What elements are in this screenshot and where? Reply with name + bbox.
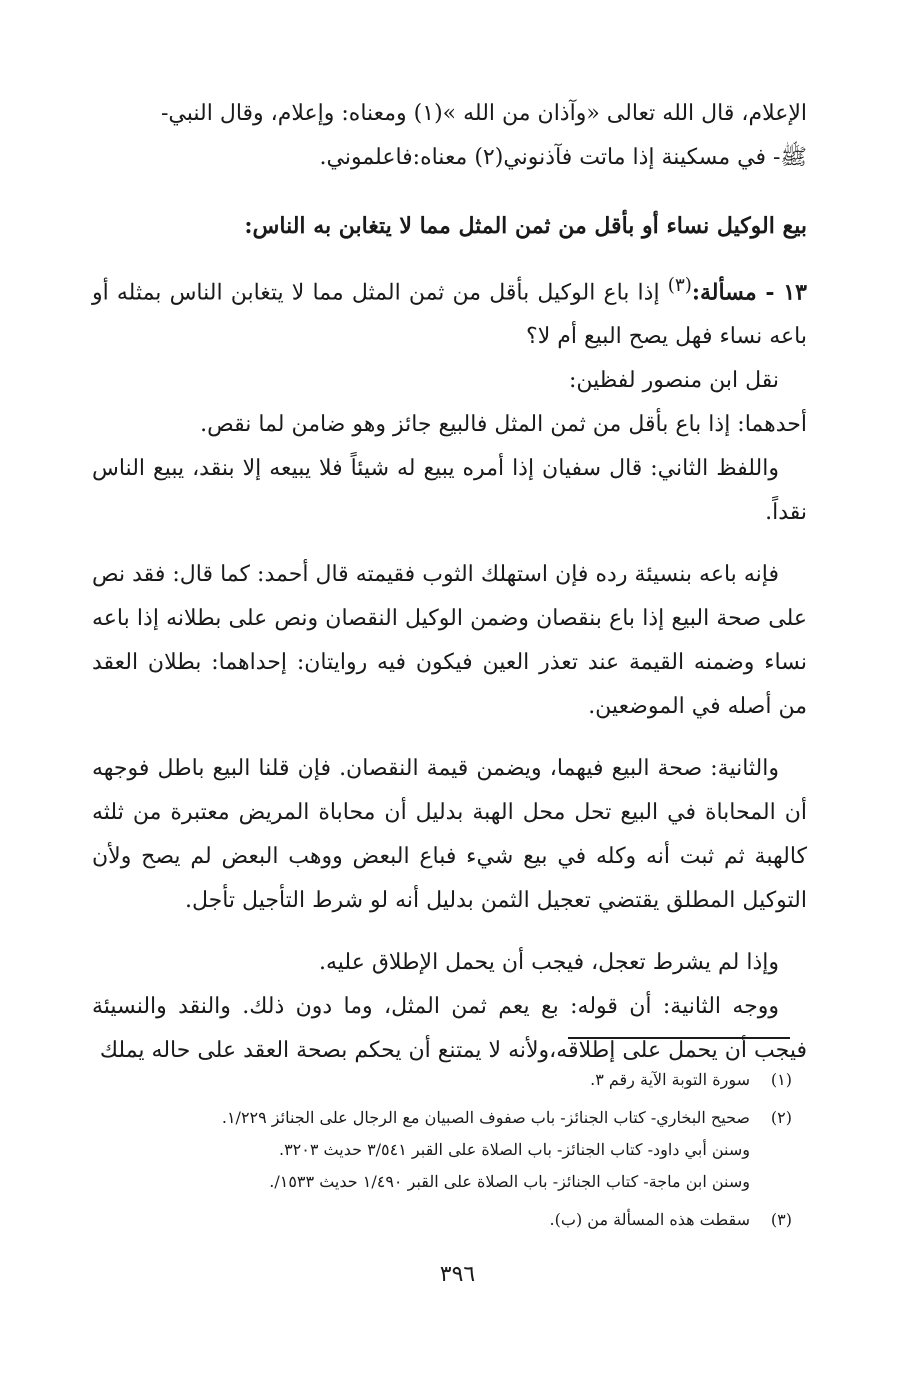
footnote-3 — [92, 1204, 792, 1236]
footnote-number: (٣) — [770, 1210, 792, 1229]
footnote-line: وسنن ابن ماجة- كتاب الجنائز- باب الصلاة على القبر ١/٤٩٠ حديث ١٥٣٣/. — [269, 1172, 750, 1191]
intro-line-1: الإعلام، قال الله تعالى «وآذان من الله »(١) ومعناه: وإعلام، وقال النبي- — [161, 101, 807, 126]
issue-paragraph — [92, 264, 807, 359]
issue-footnote-ref: (٣) — [667, 275, 692, 296]
footnote-line: سورة التوبة الآية رقم ٣. — [590, 1070, 750, 1089]
footnote-text — [92, 1204, 750, 1236]
footnote-number: (١) — [770, 1070, 792, 1089]
paragraph-1: نقل ابن منصور لفظين: — [568, 368, 779, 394]
footnote-divider — [568, 1037, 790, 1039]
intro-line-2: ﷺ- في مسكينة إذا ماتت فآذنوني(٢) معناه:فاعلموني. — [319, 145, 807, 170]
paragraph-3: واللفظ الثاني: قال سفيان إذا أمره يبيع له شيئاً فلا يبيعه إلا بنقد، يبيع الناس نقداً. — [92, 456, 807, 526]
paragraph-6: وإذا لم يشرط تعجل، فيجب أن يحمل الإطلاق عليه. — [318, 950, 779, 976]
section-heading: بيع الوكيل نساء أو بأقل من ثمن المثل مما لا يتغابن به الناس: — [244, 213, 807, 239]
issue-text: إذا باع الوكيل بأقل من ثمن المثل مما لا يتغابن الناس بمثله أو باعه نساء فهل يصح البيع أم لا؟ — [92, 280, 807, 350]
footnote-1 — [92, 1064, 792, 1096]
footnote-text — [92, 1064, 750, 1096]
footnote-line: صحيح البخاري- كتاب الجنائز- باب صفوف الصبيان مع الرجال على الجنائز ١/٢٢٩. — [221, 1108, 750, 1127]
issue-label: ١٣ - مسألة: — [691, 279, 807, 306]
footnote-2 — [92, 1102, 792, 1198]
paragraph-7: ووجه الثانية: أن قوله: بع يعم ثمن المثل، وما دون ذلك. والنقد والنسيئة فيجب أن يحمل على إطلاقه،ولأنه لا يمتنع أن يحكم بصحة العقد على حاله يملك — [92, 994, 807, 1064]
page-number: ٣٩٦ — [439, 1262, 476, 1287]
footnote-text — [92, 1102, 750, 1198]
footnote-number: (٢) — [770, 1108, 792, 1127]
footnote-line: سقطت هذه المسألة من (ب). — [549, 1210, 750, 1229]
main-text — [92, 92, 807, 1073]
paragraph-4: فإنه باعه بنسيئة رده فإن استهلك الثوب فقيمته قال أحمد: كما قال: فقد نص على صحة البيع إذا باع بنقصان وضمن الوكيل النقصان ونص على بطلانه إذا باعه نساء وضمنه القيمة عند تعذر العين فيكون فيه روايتان: إحداهما: بطلان العقد من أصله في الموضعين. — [92, 562, 807, 720]
paragraph-2: أحدهما: إذا باع بأقل من ثمن المثل فالبيع جائز وهو ضامن لما نقص. — [200, 412, 807, 438]
footnotes — [92, 1058, 792, 1236]
intro-paragraph — [92, 92, 807, 180]
footnote-line: وسنن أبي داود- كتاب الجنائز- باب الصلاة على القبر ٣/٥٤١ حديث ٣٢٠٣. — [278, 1140, 750, 1159]
paragraph-5: والثانية: صحة البيع فيهما، ويضمن قيمة النقصان. فإن قلنا البيع باطل فوجهه أن المحاباة في البيع تحل محل الهبة بدليل أن محاباة المريض معتبرة من ثلثه كالهبة ثم ثبت أنه وكله في بيع شيء فباع البعض ووهب البعض لم يصح ولأن التوكيل المطلق يقتضي تعجيل الثمن بدليل أنه لو شرط التأجيل تأجل. — [92, 756, 807, 914]
